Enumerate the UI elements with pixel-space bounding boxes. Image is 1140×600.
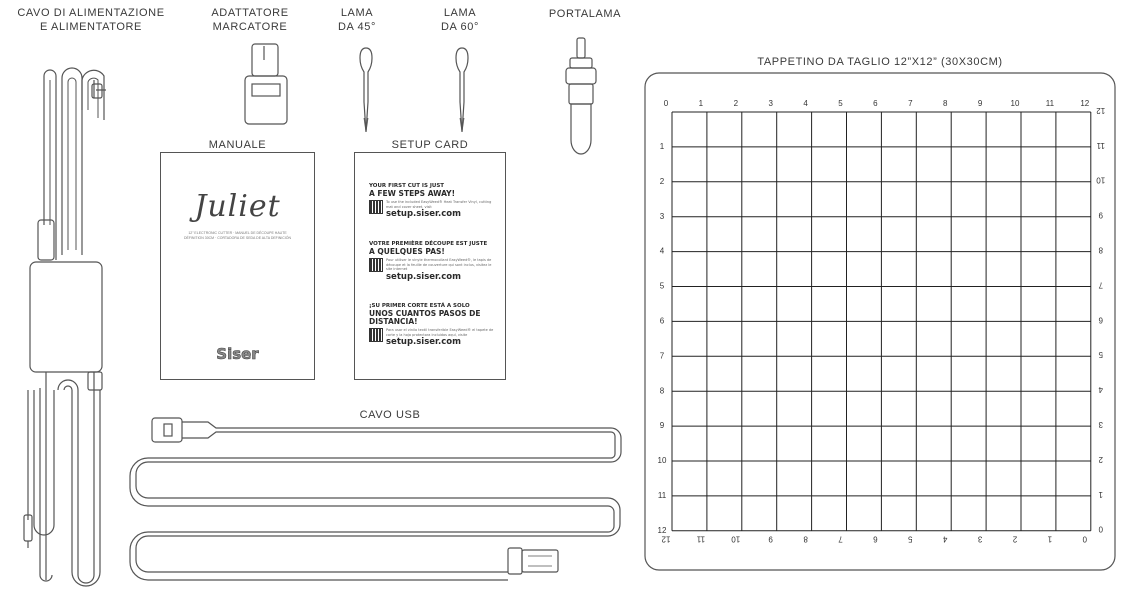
- scale-number: 0: [1082, 534, 1088, 544]
- scale-number: 11: [657, 491, 667, 501]
- manual-tagline: 12" ELECTRONIC CUTTER · MANUEL DE DÉCOUPE HAUTE DÉFINITION 30CM · CORTADORA DE SEDA DE ALTA DEFINICIÓN: [183, 231, 292, 240]
- scale-number: 9: [768, 534, 773, 544]
- scale-number: 1: [1047, 534, 1053, 544]
- setup-section-fr: VOTRE PREMIÈRE DÉCOUPE EST JUSTE A QUELQUES PAS! Pour utiliser le vinyle thermocollant EasyWeed®, le tapis de découpe et la feuille de couverture qui sont inclus, visitez le site internet setup.siser.com: [369, 241, 492, 282]
- scale-number: 6: [873, 534, 878, 544]
- scale-number: 12: [1080, 99, 1090, 109]
- scale-number: 7: [838, 534, 843, 544]
- scale-number: 3: [659, 211, 665, 221]
- power-cable-label: CAVO DI ALIMENTAZIONE E ALIMENTATORE: [17, 7, 165, 33]
- qr-code-icon: [369, 200, 383, 214]
- scale-number: 8: [1098, 245, 1104, 255]
- scale-number: 6: [659, 316, 665, 326]
- manual-booklet: [160, 152, 315, 380]
- blade-60-label: LAMA DA 60°: [441, 7, 479, 33]
- scale-number: 5: [1098, 350, 1104, 360]
- scale-number: 4: [659, 246, 665, 256]
- scale-number: 7: [659, 351, 665, 361]
- usb-cable-label: CAVO USB: [359, 409, 421, 421]
- scale-number: 0: [1098, 524, 1104, 534]
- cutting-mat: [645, 73, 1115, 570]
- scale-number: 8: [659, 386, 665, 396]
- scale-number: 10: [1096, 175, 1106, 185]
- siser-logo: Siser: [216, 345, 259, 363]
- scale-number: 8: [942, 99, 948, 109]
- cutting-mat-label: TAPPETINO DA TAGLIO 12”X12” (30X30CM): [757, 56, 1003, 68]
- scale-number: 0: [663, 99, 669, 109]
- blade-holder-icon: [566, 38, 596, 154]
- scale-number: 4: [1098, 385, 1104, 395]
- scale-number: 5: [908, 534, 913, 544]
- scale-number: 3: [768, 99, 773, 109]
- scale-number: 10: [1010, 99, 1020, 109]
- scale-number: 2: [1012, 534, 1018, 544]
- juliet-logo: Juliet: [194, 189, 281, 224]
- scale-number: 9: [659, 421, 665, 431]
- qr-code-icon: [369, 328, 383, 342]
- scale-number: 12: [1096, 105, 1106, 115]
- setup-section-es: ¡SU PRIMER CORTE ESTÁ A SOLO UNOS CUANTOS PASOS DE DISTANCIA! Para usar el vinilo textil transferible EasyWeed® el tapete de corte y la hoja protectora incluidos aquí, visite setup.siser.com: [369, 303, 494, 347]
- blade-60-icon: [456, 48, 468, 132]
- scale-number: 7: [1098, 280, 1104, 290]
- scale-number: 11: [1096, 140, 1105, 150]
- blade-45-label: LAMA DA 45°: [338, 7, 376, 33]
- qr-code-icon: [369, 258, 383, 272]
- scale-number: 2: [659, 176, 665, 186]
- scale-number: 12: [661, 534, 671, 544]
- scale-number: 9: [1098, 210, 1104, 220]
- scale-number: 4: [803, 99, 808, 109]
- scale-number: 3: [977, 534, 983, 544]
- marker-adapter-icon: [245, 44, 287, 124]
- scale-number: 2: [1098, 454, 1104, 464]
- scale-number: 12: [657, 525, 667, 535]
- setup-card: [354, 152, 506, 380]
- scale-number: 7: [908, 99, 913, 109]
- scale-number: 1: [698, 99, 704, 109]
- blade-45-icon: [360, 48, 372, 132]
- scale-number: 8: [803, 534, 808, 544]
- scale-number: 6: [873, 99, 878, 109]
- setup-card-label: SETUP CARD: [391, 139, 469, 151]
- setup-section-en: YOUR FIRST CUT IS JUST A FEW STEPS AWAY! To use the included EasyWeed® Heat Transfer Vinyl, cutting mat and cover sheet, visit setup.siser.com: [369, 183, 492, 219]
- scale-number: 10: [731, 534, 741, 544]
- scale-number: 9: [977, 99, 983, 109]
- scale-number: 6: [1098, 315, 1104, 325]
- scale-number: 4: [942, 534, 948, 544]
- scale-number: 5: [659, 281, 665, 291]
- scale-number: 10: [657, 456, 667, 466]
- scale-number: 5: [838, 99, 843, 109]
- scale-number: 1: [659, 142, 665, 152]
- usb-cable-icon: [130, 418, 621, 580]
- power-supply-icon: [24, 68, 106, 586]
- scale-number: 11: [1045, 99, 1055, 109]
- marker-adapter-label: ADATTATORE MARCATORE: [211, 7, 289, 33]
- scale-number: 2: [733, 99, 739, 109]
- blade-holder-label: PORTALAMA: [548, 8, 622, 20]
- scale-number: 11: [696, 534, 706, 544]
- manual-label: MANUALE: [208, 139, 267, 151]
- scale-number: 3: [1098, 419, 1104, 429]
- scale-number: 1: [1098, 489, 1104, 499]
